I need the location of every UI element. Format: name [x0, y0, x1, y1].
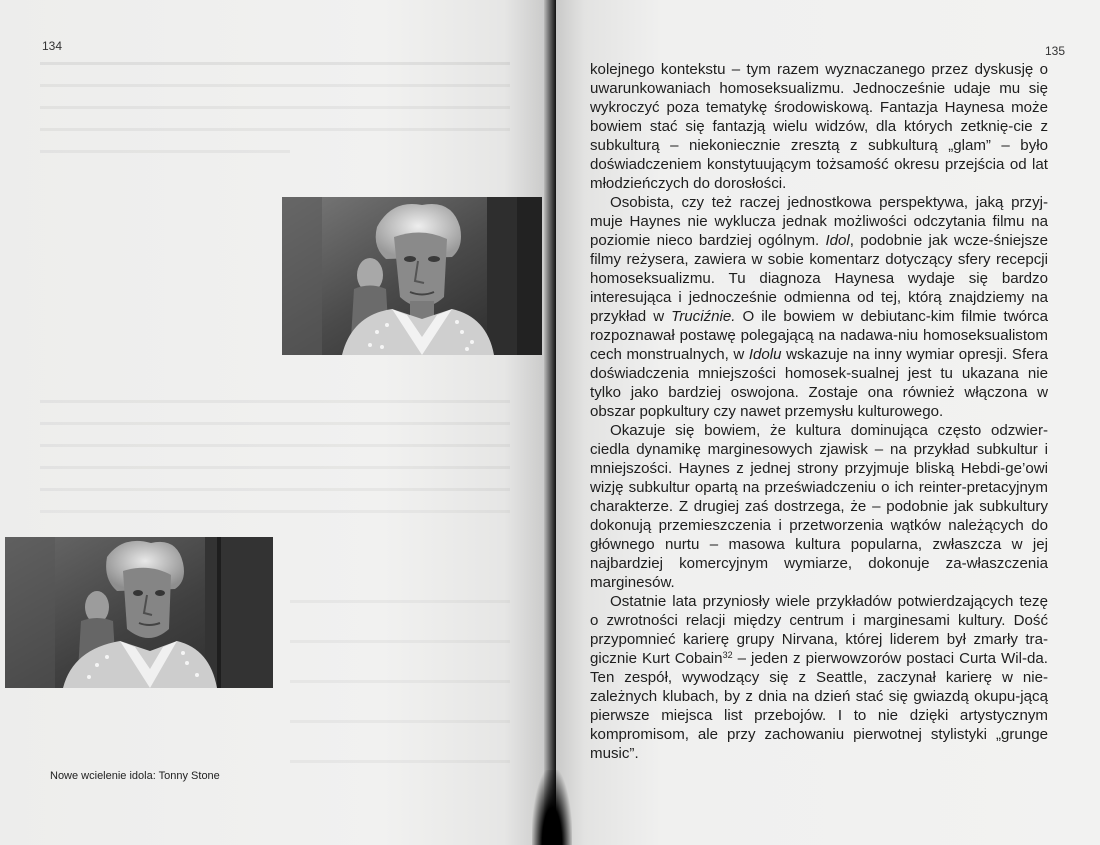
paragraph-4-part-b: – jeden z pierwowzorów postaci Curta Wil-da. Ten zespół, wywodzący się z Seattle, zaczynał karierę w nie-zależnych klubach, by z dnia na dzień stać się gwiazdą okupu-jącą pierwsze miejsca list przebojów. I to nie dzięki artystycznym kompromisom, ale przy zachowaniu pierwotnej stylistyki „grunge music”. — [590, 650, 1048, 762]
paragraph-2-part-a: Osobista, czy też raczej jednostkowa perspektywa, jaką przyj-muje Haynes nie wyklucza jednak możliwości odczytania filmu na poziomie nieco bardziej ogólnym. — [590, 194, 1048, 249]
spine-shadow — [532, 770, 572, 845]
film-still-top — [282, 197, 542, 355]
page-number-left: 134 — [42, 39, 63, 53]
paragraph-2-part-g: wskazuje na inny wymiar opresji. Sfera doświadczenia mniejszości homosek-sualnej jest tu ukazana nie tylko jako bardziej oswojona. Zostaje ona również włączona w obszar popkultury czy nawet przemysłu kulturowego. — [590, 346, 1048, 420]
film-still-bottom-image — [5, 537, 273, 688]
paragraph-4 — [590, 592, 1048, 763]
paragraph-2-part-c: , podobnie jak wcze-śniejsze filmy reżysera, zawiera w sobie komentarz dotyczący sfery recepcji homoseksualizmu. Tu diagnoza Haynesa wydaje się bardzo interesująca i jednocześnie odmienna od tej, którą znajdziemy na przykład w — [590, 232, 1048, 325]
film-title-idolu: Idolu — [748, 346, 782, 363]
paragraph-2-part-e: O ile bowiem w debiutanc-kim filmie twórca rozpoznawał postawę polegającą na nadawa-niu homoseksualistom cech monstrualnych, w — [590, 308, 1048, 363]
film-still-top-image — [282, 197, 542, 355]
film-title-idol: Idol — [825, 232, 850, 249]
footnote-marker: 32 — [722, 650, 733, 660]
right-page — [552, 0, 1100, 845]
body-text — [590, 60, 1048, 763]
paragraph-3: Okazuje się bowiem, że kultura dominująca często odzwier-ciedla dynamikę marginesowych zjawisk – na przykład subkultur i mniejszości. Haynes z jednej strony przyjmuje bliską Hebdi-ge’owi wizję subkultur opartą na przeświadczeniu o ich reinter-pretacyjnym charakterze. Z drugiej zaś dostrzega, że – podobnie jak subkultury dokonują przemieszczenia i przetworzenia wątków należących do głównego nurtu – masowa kultura popularna, zwłaszcza w jej najbardziej komercyjnym wymiarze, dokonuje za-właszczenia marginesów. — [590, 422, 1048, 591]
paragraph-1: kolejnego kontekstu – tym razem wyznaczanego przez dyskusję o uwarunkowaniach homoseksualizmu. Jednocześnie udaje mu się wykroczyć poza tematykę środowiskową. Fantazja Haynesa może bowiem stać się fantazją wielu widzów, dla których zetknię-cie z subkulturą – niekoniecznie zresztą z subkulturą „glam” – było doświadczeniem konstytuującym tożsamość okresu przejścia od lat młodzieńczych do dorosłości. — [590, 61, 1048, 192]
film-still-bottom — [5, 537, 273, 688]
book-spine — [544, 0, 556, 845]
paragraph-2 — [590, 193, 1048, 421]
paragraph-4-part-a: Ostatnie lata przyniosły wiele przykładów potwierdzających tezę o zwrotności relacji między centrum i marginesami kultury. Dość przypomnieć karierę grupy Nirvana, której liderem był zmarły tra-gicznie Kurt Cobain — [590, 593, 1048, 667]
film-title-trucizna: Truciźnie. — [671, 308, 736, 325]
left-page — [0, 0, 548, 845]
photo-caption: Nowe wcielenie idola: Tonny Stone — [50, 770, 220, 782]
page-number-right: 135 — [1045, 44, 1066, 58]
